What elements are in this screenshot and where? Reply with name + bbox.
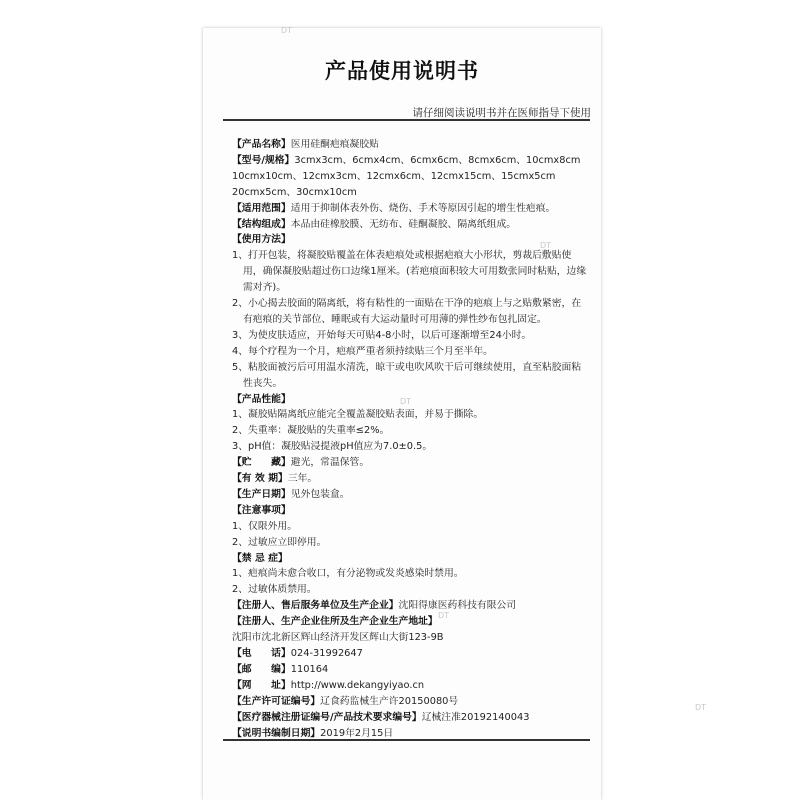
product-name-row: 【产品名称】医用硅酮疤痕凝胶贴 xyxy=(232,139,379,150)
phone-row: 【电 话】024-31992647 xyxy=(232,648,363,659)
model-row-continued: 20cmx5cm、30cmx10cm xyxy=(232,186,357,198)
production-date-row: 【生产日期】见外包装盒。 xyxy=(232,488,350,500)
usage-item: 1、打开包装，将凝胶贴覆盖在体表疤痕处或根据疤痕大小形状，剪裁后敷贴使用，确保凝胶贴超过伤口边缘1厘米。(若疤痕面积较大可用数张同时粘贴，边缘需对齐)。 xyxy=(232,250,587,294)
document-body xyxy=(232,137,588,741)
usage-item: 4、每个疗程为一个月，疤痕严重者须持续贴三个月至半年。 xyxy=(232,345,493,357)
contraindications-heading: 【禁 忌 症】 xyxy=(232,552,288,564)
usage-item: 5、粘胶面被污后可用温水清洗，晾干或电吹风吹干后可继续使用，直至粘胶面粘性丧失。 xyxy=(232,361,582,389)
contraindication-item: 1、疤痕尚未愈合收口，有分泌物或发炎感染时禁用。 xyxy=(232,568,464,580)
usage-item: 2、小心揭去胶面的隔离纸，将有粘性的一面贴在干净的疤痕上与之贴敷紧密，在有疤痕的关节部位、睡眠或有大运动量时可用薄的弹性纱布包扎固定。 xyxy=(232,298,582,325)
postcode-row: 【邮 编】110164 xyxy=(232,663,329,675)
performance-heading: 【产品性能】 xyxy=(232,393,291,405)
cautions-heading: 【注意事项】 xyxy=(232,504,291,516)
validity-row: 【有 效 期】三年。 xyxy=(232,473,318,485)
caution-item: 1、仅限外用。 xyxy=(232,520,298,532)
performance-item: 1、凝胶贴隔离纸应能完全覆盖凝胶贴表面，并易于撕除。 xyxy=(232,409,484,421)
scope-row: 【适用范围】适用于抑制体表外伤、烧伤、手术等原因引起的增生性疤痕。 xyxy=(232,202,556,214)
contraindication-item: 2、过敏体质禁用。 xyxy=(232,584,317,596)
model-row-continued: 10cmx10cm、12cmx3cm、12cmx6cm、12cmx15cm、15cmx5cm xyxy=(232,170,556,182)
watermark: DT xyxy=(695,703,707,712)
compile-date-row: 【说明书编制日期】2019年2月15日 xyxy=(232,727,394,739)
website-row: 【网 址】http://www.dekangyiyao.cn xyxy=(232,679,425,691)
license-row: 【生产许可证编号】辽食药监械生产许20150080号 xyxy=(232,695,459,707)
model-row: 【型号/规格】3cmx3cm、6cmx4cm、6cmx6cm、8cmx6cm、10cmx8cm xyxy=(232,154,581,166)
top-divider xyxy=(223,119,590,121)
address-value: 沈阳市沈北新区辉山经济开发区辉山大街123-9B xyxy=(232,632,444,644)
watermark: DT xyxy=(281,26,293,35)
address-heading: 【注册人、生产企业住所及生产企业生产地址】 xyxy=(232,616,438,628)
registrant-row: 【注册人、售后服务单位及生产企业】沈阳得康医药科技有限公司 xyxy=(232,600,517,612)
watermark: DT xyxy=(400,397,412,406)
storage-row: 【贮 藏】避光，常温保管。 xyxy=(232,457,370,469)
performance-item: 3、pH值：凝胶贴浸提液pH值应为7.0±0.5。 xyxy=(232,441,433,453)
bottom-divider xyxy=(223,739,590,741)
composition-row: 【结构组成】本品由硅橡胶膜、无纺布、硅酮凝胶、隔离纸组成。 xyxy=(232,218,517,230)
watermark: DT xyxy=(540,241,552,250)
caution-item: 2、过敏应立即停用。 xyxy=(232,536,327,548)
watermark: DT xyxy=(438,611,450,620)
usage-item: 3、为使皮肤适应，开始每天可贴4-8小时，以后可逐渐增至24小时。 xyxy=(232,329,532,341)
performance-item: 2、失重率：凝胶贴的失重率≤2%。 xyxy=(232,425,390,437)
document-subtitle: 请仔细阅读说明书并在医师指导下使用 xyxy=(412,107,591,119)
registration-row: 【医疗器械注册证编号/产品技术要求编号】辽械注准20192140043 xyxy=(232,711,530,723)
usage-heading: 【使用方法】 xyxy=(232,234,291,246)
document-title: 产品使用说明书 xyxy=(325,59,479,83)
